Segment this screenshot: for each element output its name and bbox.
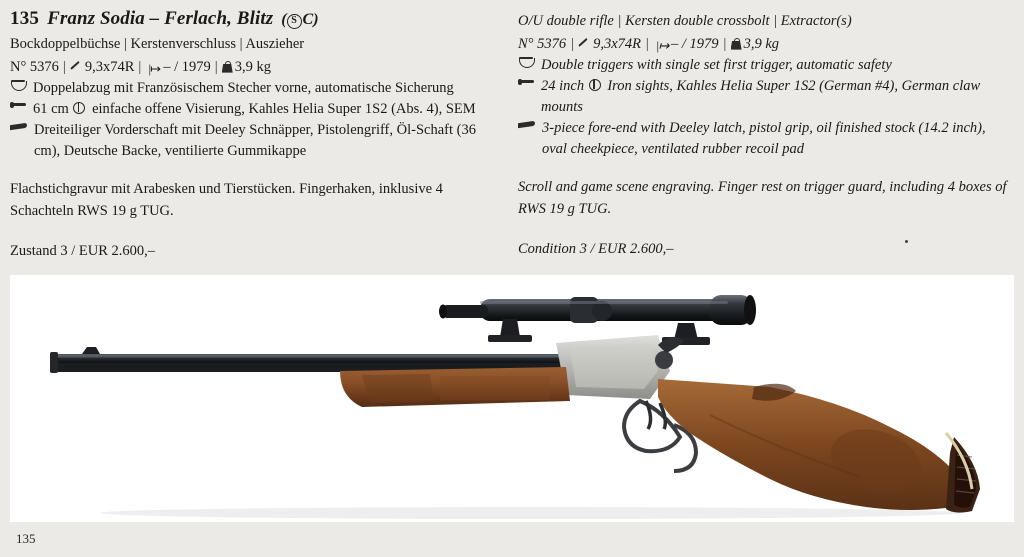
page-number-footer: 135 bbox=[16, 531, 36, 546]
weight-value: 3,9 kg bbox=[743, 35, 779, 52]
spec-separator: | bbox=[62, 58, 66, 75]
spec-separator: | bbox=[722, 35, 727, 52]
german-description: Flachstichgravur mit Arabesken und Tierstücken. Fingerhaken, inklusive 4 Schachteln RWS 19 g TUG. bbox=[10, 181, 443, 220]
english-barrel-length: 24 inch bbox=[541, 78, 585, 95]
german-feature-barrel-text bbox=[33, 99, 500, 120]
german-subtitle: Bockdoppelbüchse | Kerstenverschluss | Auszieher bbox=[10, 36, 305, 52]
trigger-icon bbox=[518, 55, 535, 68]
year-value: – / 1979 bbox=[671, 35, 719, 52]
caliber-icon bbox=[578, 37, 591, 50]
sight-icon bbox=[72, 101, 86, 115]
spec-separator: | bbox=[570, 35, 575, 52]
german-barrel-length: 61 cm bbox=[33, 101, 69, 118]
german-sight-text: einfache offene Visierung, Kahles Helia Super 1S2 (Abs. 4), SEM bbox=[92, 101, 476, 118]
year-value: – / 1979 bbox=[163, 58, 211, 75]
barrel-icon bbox=[518, 76, 535, 86]
german-pricing: Zustand 3 / EUR 2.600,– bbox=[10, 242, 155, 259]
german-spec-line bbox=[10, 57, 500, 79]
german-column bbox=[10, 8, 500, 260]
trigger-icon bbox=[10, 78, 27, 91]
english-feature-stock bbox=[518, 118, 1008, 160]
length-measure-icon: |↦ bbox=[655, 37, 669, 53]
lot-title-line bbox=[10, 8, 500, 30]
fore-end bbox=[340, 367, 570, 407]
serial-number: N° 5376 bbox=[518, 35, 567, 52]
english-description: Scroll and game scene engraving. Finger rest on trigger guard, including 4 boxes of RWS 19 g TUG. bbox=[518, 179, 1007, 218]
german-feature-stock bbox=[10, 120, 500, 162]
caliber-value: 9,3x74R bbox=[84, 58, 135, 75]
spec-separator: | bbox=[645, 35, 650, 52]
stock-icon bbox=[518, 118, 536, 130]
serial-number: N° 5376 bbox=[10, 58, 59, 75]
page-title: Franz Sodia – Ferlach, Blitz bbox=[47, 8, 274, 29]
caliber-value: 9,3x74R bbox=[593, 35, 642, 52]
english-feature-trigger bbox=[518, 55, 1008, 76]
rifle-illustration bbox=[10, 275, 1014, 522]
english-feature-trigger-text: Double triggers with single set first trigger, automatic safety bbox=[541, 57, 892, 74]
category-badge: ( S C) bbox=[281, 11, 319, 28]
lot-number: 135 bbox=[10, 8, 40, 29]
description-columns bbox=[10, 8, 1014, 260]
german-feature-trigger bbox=[10, 78, 500, 99]
barrel-icon bbox=[10, 99, 27, 109]
english-spec-line bbox=[518, 34, 1008, 56]
german-feature-barrel bbox=[10, 99, 500, 120]
stock-icon bbox=[10, 120, 28, 132]
print-mark-dot bbox=[905, 240, 908, 243]
category-s-icon: S bbox=[287, 14, 302, 29]
english-column bbox=[518, 8, 1008, 258]
german-feature-trigger-text: Doppelabzug mit Französischem Stecher vorne, automatische Sicherung bbox=[33, 80, 454, 97]
english-sight-text: Iron sights, Kahles Helia Super 1S2 (German #4), German claw mounts bbox=[541, 78, 981, 116]
sight-icon bbox=[588, 78, 602, 92]
length-measure-icon: |↦ bbox=[148, 60, 161, 76]
weight-value: 3,9 kg bbox=[234, 58, 271, 75]
german-feature-stock-text: Dreiteiliger Vorderschaft mit Deeley Schnäpper, Pistolengriff, Öl-Schaft (36 cm), Deutsche Backe, ventilierte Gummikappe bbox=[34, 122, 476, 160]
english-feature-stock-text: 3-piece fore-end with Deeley latch, pistol grip, oil finished stock (14.2 inch), oval cheekpiece, ventilated rubber recoil pad bbox=[542, 120, 986, 158]
weight-icon bbox=[731, 38, 742, 50]
spec-separator: | bbox=[138, 58, 142, 75]
english-feature-barrel bbox=[518, 76, 1008, 118]
english-feature-barrel-text bbox=[541, 76, 1008, 118]
category-suffix: C bbox=[302, 11, 314, 28]
english-pricing: Condition 3 / EUR 2.600,– bbox=[518, 240, 674, 257]
weight-icon bbox=[222, 61, 233, 73]
rifle-photo bbox=[10, 275, 1014, 522]
english-subtitle: O/U double rifle | Kersten double crossbolt | Extractor(s) bbox=[518, 13, 852, 29]
spec-separator: | bbox=[214, 58, 218, 75]
caliber-icon bbox=[70, 60, 83, 73]
